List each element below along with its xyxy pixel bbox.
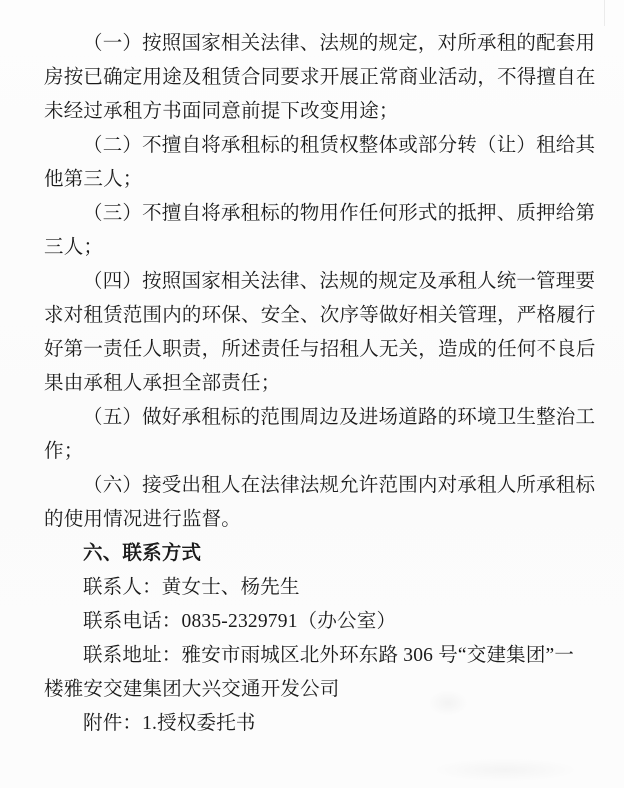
contact-phone-line: 联系电话：0835-2329791（办公室） xyxy=(83,611,397,632)
clause-4-line: 果由承租人承担全部责任； xyxy=(44,373,281,394)
clause-1-line: 未经过承租方书面同意前提下改变用途； xyxy=(44,101,399,122)
clause-6-line: 的使用情况进行监督。 xyxy=(44,509,242,530)
section-heading-contact-line: 六、联系方式 xyxy=(83,543,202,564)
contact-address-line: 楼雅安交建集团大兴交通开发公司 xyxy=(44,679,340,700)
attachment-line: 附件：1.授权委托书 xyxy=(83,713,256,734)
clause-4-line: 好第一责任人职责，所述责任与招租人无关，造成的任何不良后 xyxy=(44,339,596,360)
clause-4 xyxy=(44,265,596,401)
contact-address xyxy=(44,639,590,707)
clause-3-line: 三人； xyxy=(44,237,104,258)
clause-3-line: （三）不擅自将承租标的物用作任何形式的抵押、质押给第 xyxy=(83,203,596,224)
clause-4-line: 求对租赁范围内的环保、安全、次序等做好相关管理，严格履行 xyxy=(44,305,596,326)
clause-2-line: 他第三人； xyxy=(44,169,143,190)
clause-5-line: 作； xyxy=(44,441,84,462)
clause-4-line: （四）按照国家相关法律、法规的规定及承租人统一管理要 xyxy=(83,271,596,292)
document-content xyxy=(44,27,596,741)
clause-6-line: （六）接受出租人在法律法规允许范围内对承租人所承租标 xyxy=(83,475,596,496)
contact-address-line: 联系地址：雅安市雨城区北外环东路 306 号“交建集团”一 xyxy=(83,645,575,666)
attachment xyxy=(44,707,590,741)
clause-5-line: （五）做好承租标的范围周边及进场道路的环境卫生整治工 xyxy=(83,407,596,428)
clause-1 xyxy=(44,27,596,129)
clause-2 xyxy=(44,129,596,197)
contact-person xyxy=(44,571,590,605)
contact-person-line: 联系人：黄女士、杨先生 xyxy=(83,577,300,598)
scan-artifact xyxy=(430,758,580,782)
clause-3 xyxy=(44,197,596,265)
clause-1-line: 房按已确定用途及租赁合同要求开展正常商业活动，不得擅自在 xyxy=(44,67,596,88)
clause-6 xyxy=(44,469,596,537)
scan-artifact xyxy=(604,0,605,26)
clause-5 xyxy=(44,401,596,469)
contact-phone xyxy=(44,605,590,639)
section-heading-contact xyxy=(44,537,590,571)
clause-1-line: （一）按照国家相关法律、法规的规定，对所承租的配套用 xyxy=(83,33,596,54)
clause-2-line: （二）不擅自将承租标的租赁权整体或部分转（让）租给其 xyxy=(83,135,596,156)
